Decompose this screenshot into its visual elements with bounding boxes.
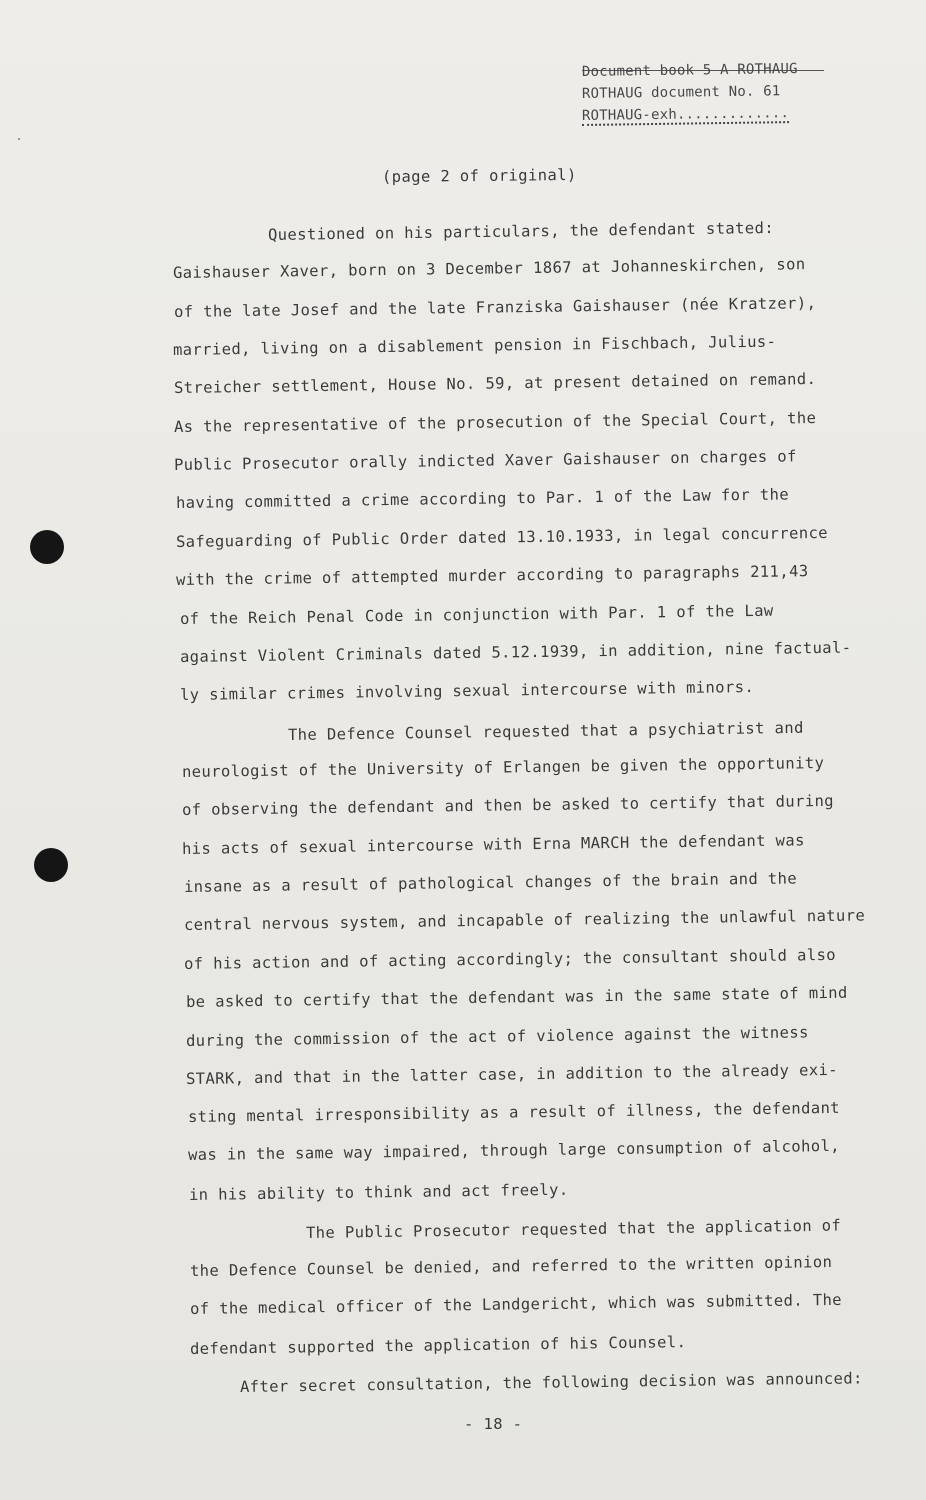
body-line: married, living on a disablement pension in Fischbach, Julius- — [172, 332, 777, 359]
body-line: Questioned on his particulars, the defendant stated: — [267, 218, 775, 244]
body-line: of the late Josef and the late Franziska Gaishauser (née Kratzer), — [173, 294, 817, 321]
body-line: be asked to certify that the defendant was in the same state of mind — [185, 983, 848, 1011]
body-line: neurologist of the University of Erlangen be given the opportunity — [181, 754, 825, 781]
body-line: central nervous system, and incapable of realizing the unlawful nature — [183, 906, 866, 934]
body-line: of his action and of acting accordingly; the consultant should also — [183, 945, 837, 973]
body-line: sting mental irresponsibility as a result of illness, the defendant — [187, 1098, 841, 1126]
body-line: with the crime of attempted murder according to paragraphs 211,43 — [175, 562, 809, 589]
body-line: the Defence Counsel be denied, and referred to the written opinion — [189, 1253, 833, 1280]
body-line: of observing the defendant and then be asked to certify that during — [181, 791, 835, 819]
body-line: in his ability to think and act freely. — [188, 1180, 569, 1204]
body-line: Streicher settlement, House No. 59, at present detained on remand. — [173, 370, 817, 397]
body-line: insane as a result of pathological changes of the brain and the — [183, 869, 798, 896]
body-line: his acts of sexual intercourse with Erna MARCH the defendant was — [181, 831, 805, 858]
header-document-number: ROTHAUG document No. 61 — [581, 83, 781, 102]
body-line: Public Prosecutor orally indicted Xaver Gaishauser on charges of — [173, 447, 797, 474]
header-document-book: Document book 5 A ROTHAUG — [581, 60, 798, 80]
paper-speck — [18, 138, 20, 140]
body-line: of the medical officer of the Landgericht, which was submitted. The — [189, 1290, 843, 1318]
page-note: (page 2 of original) — [381, 165, 577, 186]
body-line: was in the same way impaired, through large consumption of alcohol, — [187, 1136, 841, 1164]
body-line: The Public Prosecutor requested that the application of — [305, 1216, 842, 1242]
body-line: defendant supported the application of his Counsel. — [189, 1333, 687, 1358]
body-line: Gaishauser Xaver, born on 3 December 1867 at Johanneskirchen, son — [172, 255, 806, 282]
header-exhibit: ROTHAUG-exh............. — [581, 105, 790, 124]
body-line: As the representative of the prosecution of the Special Court, the — [173, 409, 817, 436]
body-line: ly similar crimes involving sexual intercourse with minors. — [179, 677, 755, 704]
body-line: The Defence Counsel requested that a psychiatrist and — [287, 718, 804, 744]
body-line: STARK, and that in the latter case, in addition to the already exi- — [185, 1060, 839, 1088]
punch-hole-upper — [30, 530, 64, 564]
body-line: against Violent Criminals dated 5.12.1939, in addition, nine factual- — [179, 638, 852, 666]
body-line: Safeguarding of Public Order dated 13.10.1933, in legal concurrence — [175, 523, 829, 551]
body-line: having committed a crime according to Par. 1 of the Law for the — [175, 485, 790, 512]
body-line: during the commission of the act of violence against the witness — [185, 1023, 809, 1050]
punch-hole-lower — [34, 848, 68, 882]
body-line: of the Reich Penal Code in conjunction with Par. 1 of the Law — [179, 601, 774, 628]
page-number: - 18 - — [464, 1415, 523, 1433]
body-line: After secret consultation, the following decision was announced: — [239, 1369, 863, 1396]
